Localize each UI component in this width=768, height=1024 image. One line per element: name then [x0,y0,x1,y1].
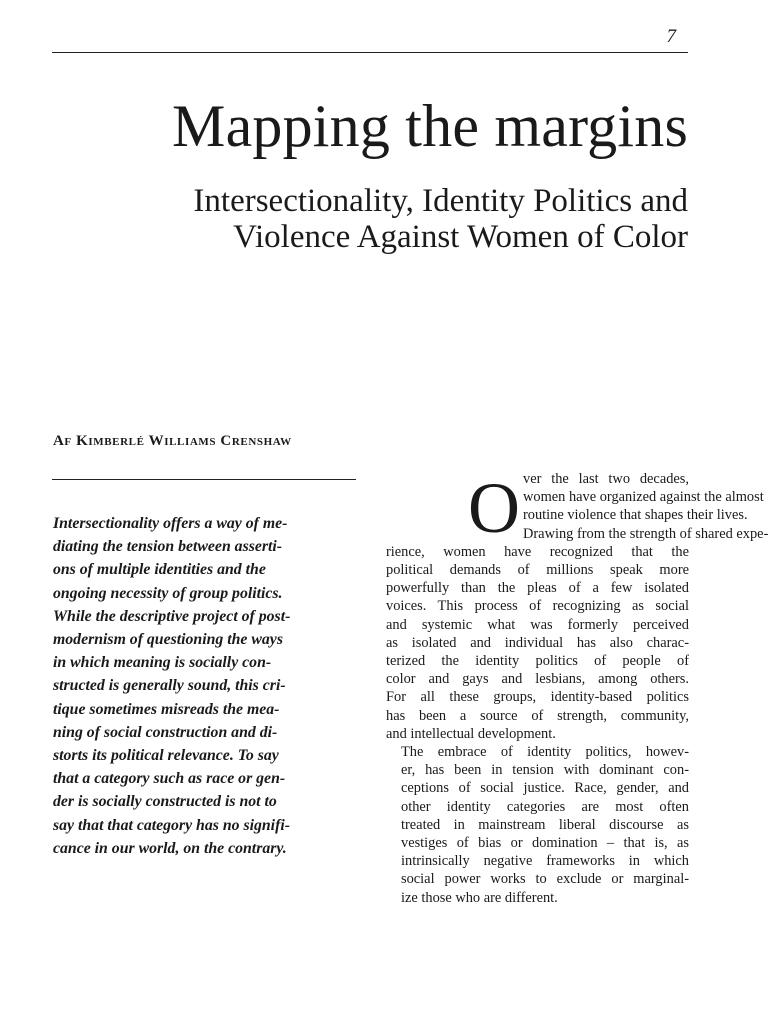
subtitle-line: Violence Against Women of Color [233,219,688,255]
page-number: 7 [666,26,676,47]
body-line: rience, women have recognized that the [386,543,689,560]
drop-cap: O [468,468,520,548]
abstract-line: that a category such as race or gen- [53,770,286,788]
body-line: color and gays and lesbians, among others. [386,671,689,688]
abstract-line: diating the tension between asserti- [53,538,283,556]
abstract-line: structed is generally sound, this cri- [53,677,286,695]
header-rule [52,52,688,53]
body-line: treated in mainstream liberal discourse as [401,816,689,833]
abstract-line: ons of multiple identities and the [53,561,266,579]
body-text [386,468,768,907]
abstract-line: tique sometimes misreads the mea- [53,700,280,718]
abstract-line: ongoing necessity of group politics. [53,584,283,602]
body-line: voices. This process of recognizing as social [386,598,689,615]
abstract-line: Intersectionality offers a way of me- [53,515,288,532]
byline-rule [52,479,356,480]
body-line: and systemic what was formerly perceived [386,616,689,633]
body-line: Drawing from the strength of shared expe- [523,525,768,542]
body-paragraph [386,743,689,907]
abstract-line: say that that category has no signifi- [53,816,290,834]
article-subtitle [52,183,688,255]
body-line: social power works to exclude or marginal- [401,871,689,888]
abstract-line: ning of social construction and di- [53,723,278,741]
abstract [53,512,355,860]
body-line: The embrace of identity politics, howev- [401,744,689,761]
abstract-line: storts its political relevance. To say [53,747,279,765]
body-line: women have organized against the almost [523,489,764,506]
abstract-line: cance in our world, on the contrary. [53,839,287,857]
abstract-line: While the descriptive project of post- [53,607,291,625]
body-line: intrinsically negative frameworks in which [401,853,689,870]
body-line: For all these groups, identity-based politics [386,689,689,706]
body-line: ceptions of social justice. Race, gender, and [401,780,689,797]
body-line: as isolated and individual has also charac- [386,634,689,651]
subtitle-line: Intersectionality, Identity Politics and [193,183,688,219]
body-line: other identity categories are most often [401,798,689,815]
body-paragraph [386,468,768,743]
abstract-line: der is socially constructed is not to [53,793,277,811]
body-line: ize those who are different. [401,889,558,906]
abstract-line: modernism of questioning the ways [53,631,283,649]
body-line: vestiges of bias or domination – that is, as [401,835,689,852]
body-line: ver the last two decades, [523,471,689,487]
body-line: has been a source of strength, community, [386,707,689,724]
body-line: er, has been in tension with dominant con- [401,762,689,779]
body-line: terized the identity politics of people of [386,653,689,670]
body-line: routine violence that shapes their lives. [523,507,748,524]
body-line: powerfully than the pleas of a few isolated [386,580,689,597]
body-line: and intellectual development. [386,725,556,742]
article-title: Mapping the margins [172,93,688,159]
author-byline: Af Kimberlé Williams Crenshaw [53,433,292,449]
abstract-line: in which meaning is socially con- [53,654,272,672]
body-line: political demands of millions speak more [386,562,689,579]
